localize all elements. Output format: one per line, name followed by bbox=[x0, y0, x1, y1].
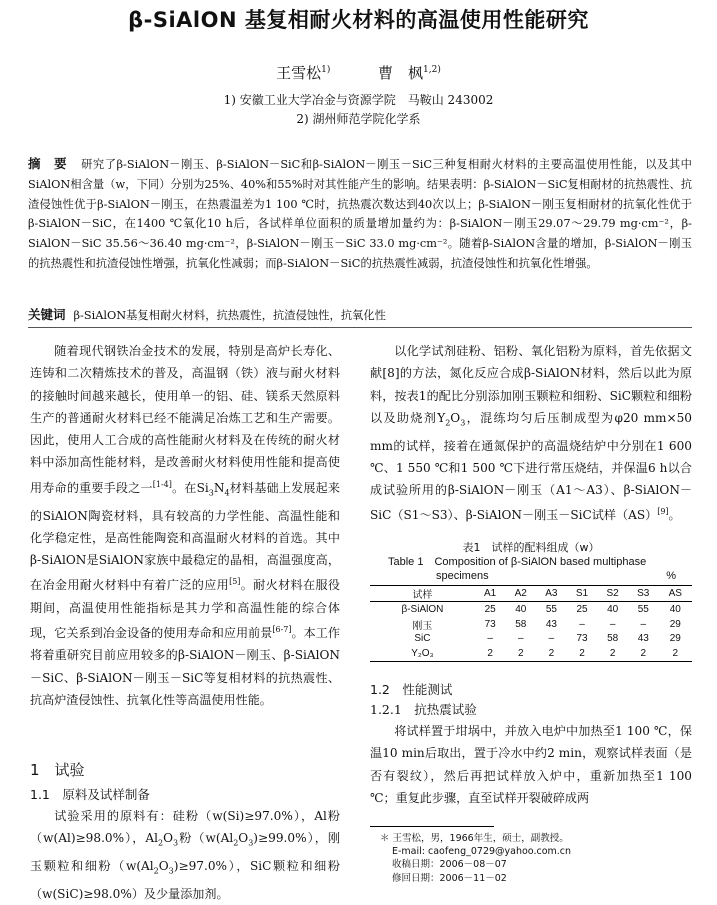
right-column bbox=[370, 340, 692, 527]
table-caption-en: Table 1 Composition of β-SiAlON based multiphase bbox=[388, 556, 647, 568]
footnote-line: 收稿日期：2006－08－07 bbox=[392, 859, 507, 871]
table-header: S3 bbox=[637, 588, 650, 599]
subsubsection-heading: 1.2.1 抗热震试验 bbox=[370, 702, 477, 717]
paper-title: β-SiAlON 基复相耐火材料的高温使用性能研究 bbox=[128, 8, 589, 32]
subsection-heading: 1.1 原料及试样制备 bbox=[30, 787, 150, 802]
preparation-paragraph: 以化学试剂硅粉、铝粉、氧化铝粉为原料，首先依据文献[8]的方法，氮化反应合成β-SiAlON材料，然后以此为原料，按表1的配比分别添加刚玉颗粒和细粉、SiC颗粒和细粉以及助烧剂$Y_2O_3$，混练均匀后压制成型为φ20 mm×50 mm的试样，接着在通氮保护的高温烧结炉中分别在1 600 ℃、1 550 ℃和1 500 ℃下进行常压烧结，并保温6 h以合成试验所用的β-SiAlON－刚玉（A1～A3）、β-SiAlON－SiC（S1～S3）、β-SiAlON－刚玉－SiC试样（AS）[9]。 bbox=[370, 344, 692, 523]
keywords-label: 关键词 bbox=[28, 307, 66, 322]
table-row: 刚玉 73 58 43 – – – 29 bbox=[412, 618, 681, 632]
composition-table bbox=[370, 585, 692, 662]
section-heading: 1 试验 bbox=[30, 761, 85, 779]
citation: [9] bbox=[657, 507, 669, 517]
citation: [6-7] bbox=[272, 625, 292, 635]
citation: [1-4] bbox=[152, 479, 172, 489]
table-caption-en-text: specimens bbox=[436, 570, 489, 582]
keywords-text: β-SiAlON基复相耐火材料，抗热震性，抗渣侵蚀性，抗氧化性 bbox=[73, 309, 386, 322]
intro-paragraph: 随着现代钢铁冶金技术的发展，特别是高炉长寿化、连铸和二次精炼技术的普及，高温钢（铁）液与耐火材料的接触时间越来越长，使用单一的铝、硅、镁系天然原料生产的普通耐火材料已经不能满足冶炼工艺和生产需要。因此，使用人工合成的高性能耐火材料及在传统的耐火材料中添加高性能材料，是改善耐火材料使用性能和提高使用寿命的重要手段之一[1-4]。在$Si_3N_4$材料基础上发展起来的SiAlON陶瓷材料，具有较高的力学性能、高温性能和化学稳定性，是高性能陶瓷和高温耐火材料的首选。其中β-SiAlON是SiAlON家族中最稳定的晶相，高温强度高，在冶金用耐火材料中有着广泛的应用[5]。耐火材料在服役期间，高温使用性能指标是其力学和高温性能的综合体现，它关系到冶金设备的使用寿命和应用前景[6-7]。本工作将着重研究目前应用较多的β-SiAlON－刚玉、β-SiAlON－SiC、β-SiAlON－刚玉－SiC等复相材料的抗热震性、抗高炉渣侵蚀性、抗氧化性等高温使用性能。 bbox=[30, 344, 340, 707]
footnote bbox=[380, 832, 571, 885]
table-row: SiC – – – 73 58 43 29 bbox=[414, 633, 681, 645]
table-header: A2 bbox=[514, 588, 527, 599]
abstract bbox=[28, 154, 692, 274]
left-column bbox=[30, 340, 340, 711]
author-name: 曹 枫 bbox=[377, 64, 423, 82]
subsection-heading: 1.2 性能测试 bbox=[370, 682, 453, 697]
table-header: 试样 bbox=[412, 590, 433, 601]
abstract-label: 摘 要 bbox=[28, 156, 68, 171]
footnote-line: E-mail: caofeng_0729@yahoo.com.cn bbox=[392, 846, 572, 858]
table-row: β-SiAlON 25 40 55 25 40 55 40 bbox=[401, 603, 681, 615]
table-header: S1 bbox=[575, 588, 589, 599]
affiliation: 1) 安徽工业大学冶金与资源学院 马鞍山 243002 bbox=[223, 93, 494, 107]
divider bbox=[28, 327, 692, 328]
table-caption-en-line2 bbox=[436, 570, 676, 583]
table-header: A3 bbox=[545, 588, 558, 599]
footnote-line: ＊ 王雪松，男，1966年生，硕士，副教授。 bbox=[380, 833, 569, 844]
abstract-text: 研究了β-SiAlON－刚玉、β-SiAlON－SiC和β-SiAlON－刚玉－SiC三种复相耐火材料的主要高温使用性能，以及其中SiAlON相含量（w，下同）分别为25%、40%和55%时对其性能产生的影响。结果表明：β-SiAlON－SiC复相耐材的抗热震性、抗渣侵蚀性优于β-SiAlON－刚玉，在热震温差为1 100 ℃时，抗热震次数达到40次以上；β-SiAlON－刚玉复相耐材的抗氧化性优于β-SiAlON－SiC，在1400 ℃氧化10 h后，各试样单位面积的质量增加量约为：β-SiAlON－刚玉29.07～29.79 mg·cm⁻²，β-SiAlON－SiC 35.56～36.40 mg·cm⁻²，β-SiAlON－刚玉－SiC 33.0 mg·cm⁻²。随着β-SiAlON含量的增加，β-SiAlON－刚玉的抗热震性和抗渣侵蚀性增强，抗氧化性减弱；而β-SiAlON－SiC的抗热震性减弱，抗渣侵蚀性和抗氧化性增强。 bbox=[28, 158, 692, 270]
table-header: AS bbox=[668, 588, 682, 599]
author-line bbox=[0, 62, 717, 83]
citation: [5] bbox=[229, 577, 241, 587]
citation: [8] bbox=[382, 366, 400, 381]
author-mark: 1,2) bbox=[423, 65, 441, 75]
materials-paragraph: 试验采用的原料有：硅粉（w(Si)≥97.0%），Al粉（w(Al)≥98.0%），$Al_2O_3$粉$(w(Al_2O_3)\ge 99.0\%)$，刚玉颗粒和细粉$(w(Al_2O_3)\ge 97.0\%)$，SiC颗粒和细粉（w(SiC)≥98.0%）及少量添加剂。 bbox=[30, 809, 340, 901]
author-name: 王雪松 bbox=[276, 64, 322, 82]
footnote-line: 修回日期：2006－11－02 bbox=[392, 872, 507, 884]
table-header: A1 bbox=[484, 588, 497, 599]
table-header: S2 bbox=[606, 588, 619, 599]
keywords bbox=[28, 305, 692, 323]
author-mark: 1) bbox=[321, 65, 331, 75]
table-caption-cn: 表1 试样的配料组成（w） bbox=[462, 541, 600, 554]
table-unit: % bbox=[666, 570, 676, 582]
table-header-row bbox=[370, 586, 692, 602]
footnote-rule bbox=[370, 826, 494, 827]
thermal-shock-paragraph: 将试样置于坩埚中，并放入电炉中加热至1 100 ℃，保温10 min后取出，置于冷水中约2 min，观察试样表面（是否有裂纹），然后再把试样放入炉中，重新加热至1 100 ℃；重复此步骤，直至试样开裂破碎成两 bbox=[370, 724, 692, 805]
affiliation: 2) 湖州师范学院化学系 bbox=[296, 112, 421, 126]
table-row: Y₂O₃ 2 2 2 2 2 2 2 bbox=[370, 646, 692, 661]
